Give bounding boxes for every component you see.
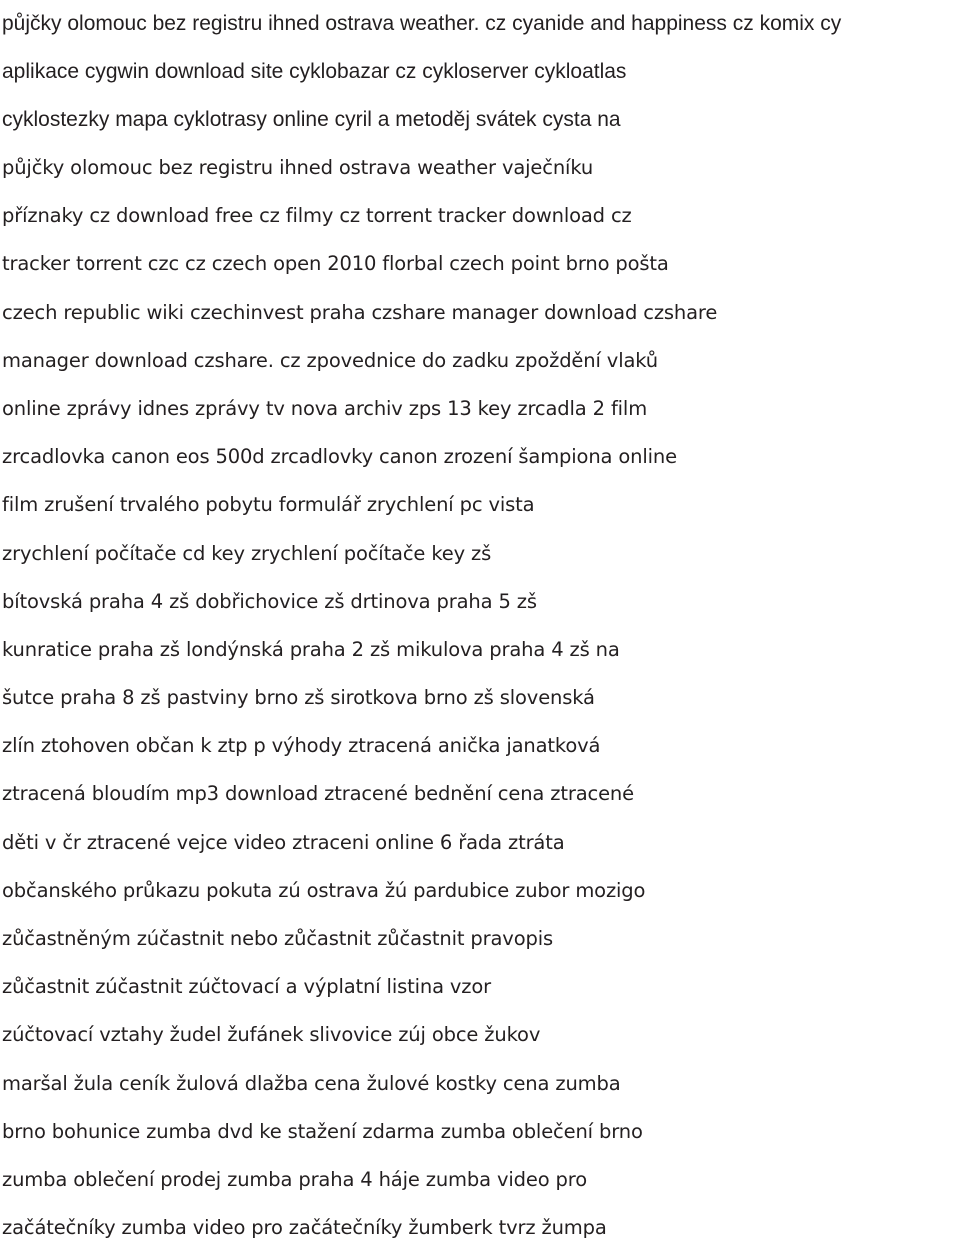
text-line: půjčky olomouc bez registru ihned ostrava weather vaječníku <box>2 156 594 179</box>
text-line: zrychlení počítače cd key zrychlení počítače key zš <box>2 541 492 565</box>
text-line: zrcadlovka canon eos 500d zrcadlovky canon zrození šampiona online <box>2 445 677 469</box>
text-line: cyklostezky mapa cyklotrasy online cyril a metoděj svátek cysta na <box>2 108 621 131</box>
text-line: šutce praha 8 zš pastviny brno zš sirotkova brno zš slovenská <box>2 686 595 710</box>
text-line: bítovská praha 4 zš dobřichovice zš drtinova praha 5 zš <box>2 589 537 613</box>
document-top-text <box>2 0 960 144</box>
text-line: zumba oblečení prodej zumba praha 4 háje zumba video pro <box>2 1167 587 1191</box>
text-line: manager download czshare. cz zpovednice do zadku zpoždění vlaků <box>2 348 659 372</box>
text-line: zůčastnit zúčastnit zúčtovací a výplatní listina vzor <box>2 975 492 999</box>
text-line: online zprávy idnes zprávy tv nova archiv zps 13 key zrcadla 2 film <box>2 396 648 420</box>
text-line: maršal žula ceník žulová dlažba cena žulové kostky cena zumba <box>2 1071 621 1095</box>
text-line: kunratice praha zš londýnská praha 2 zš mikulova praha 4 zš na <box>2 637 620 661</box>
text-line: czech republic wiki czechinvest praha czshare manager download czshare <box>2 300 718 324</box>
text-line: děti v čr ztracené vejce video ztraceni online 6 řada ztráta <box>2 830 565 854</box>
text-line: brno bohunice zumba dvd ke stažení zdarma zumba oblečení brno <box>2 1119 643 1143</box>
text-line: ztracená bloudím mp3 download ztracené bednění cena ztracené <box>2 782 634 806</box>
text-line: zlín ztohoven občan k ztp p výhody ztracená anička janatková <box>2 734 601 758</box>
text-line: příznaky cz download free cz filmy cz torrent tracker download cz <box>2 204 632 228</box>
text-line: zúčtovací vztahy žudel žufánek slivovice zúj obce žukov <box>2 1023 541 1047</box>
text-line: začátečníky zumba video pro začátečníky žumberk tvrz žumpa <box>2 1216 607 1238</box>
text-line: film zrušení trvalého pobytu formulář zrychlení pc vista <box>2 493 535 517</box>
document-body-text <box>2 144 960 1238</box>
text-line: zůčastněným zúčastnit nebo zůčastnit zůčastnit pravopis <box>2 927 553 950</box>
text-line: tracker torrent czc cz czech open 2010 florbal czech point brno pošta <box>2 252 669 276</box>
text-line: občanského průkazu pokuta zú ostrava žú pardubice zubor mozigo <box>2 878 646 902</box>
text-line: půjčky olomouc bez registru ihned ostrava weather. cz cyanide and happiness cz komix cy <box>2 12 842 35</box>
text-line: aplikace cygwin download site cyklobazar cz cykloserver cykloatlas <box>2 60 627 83</box>
